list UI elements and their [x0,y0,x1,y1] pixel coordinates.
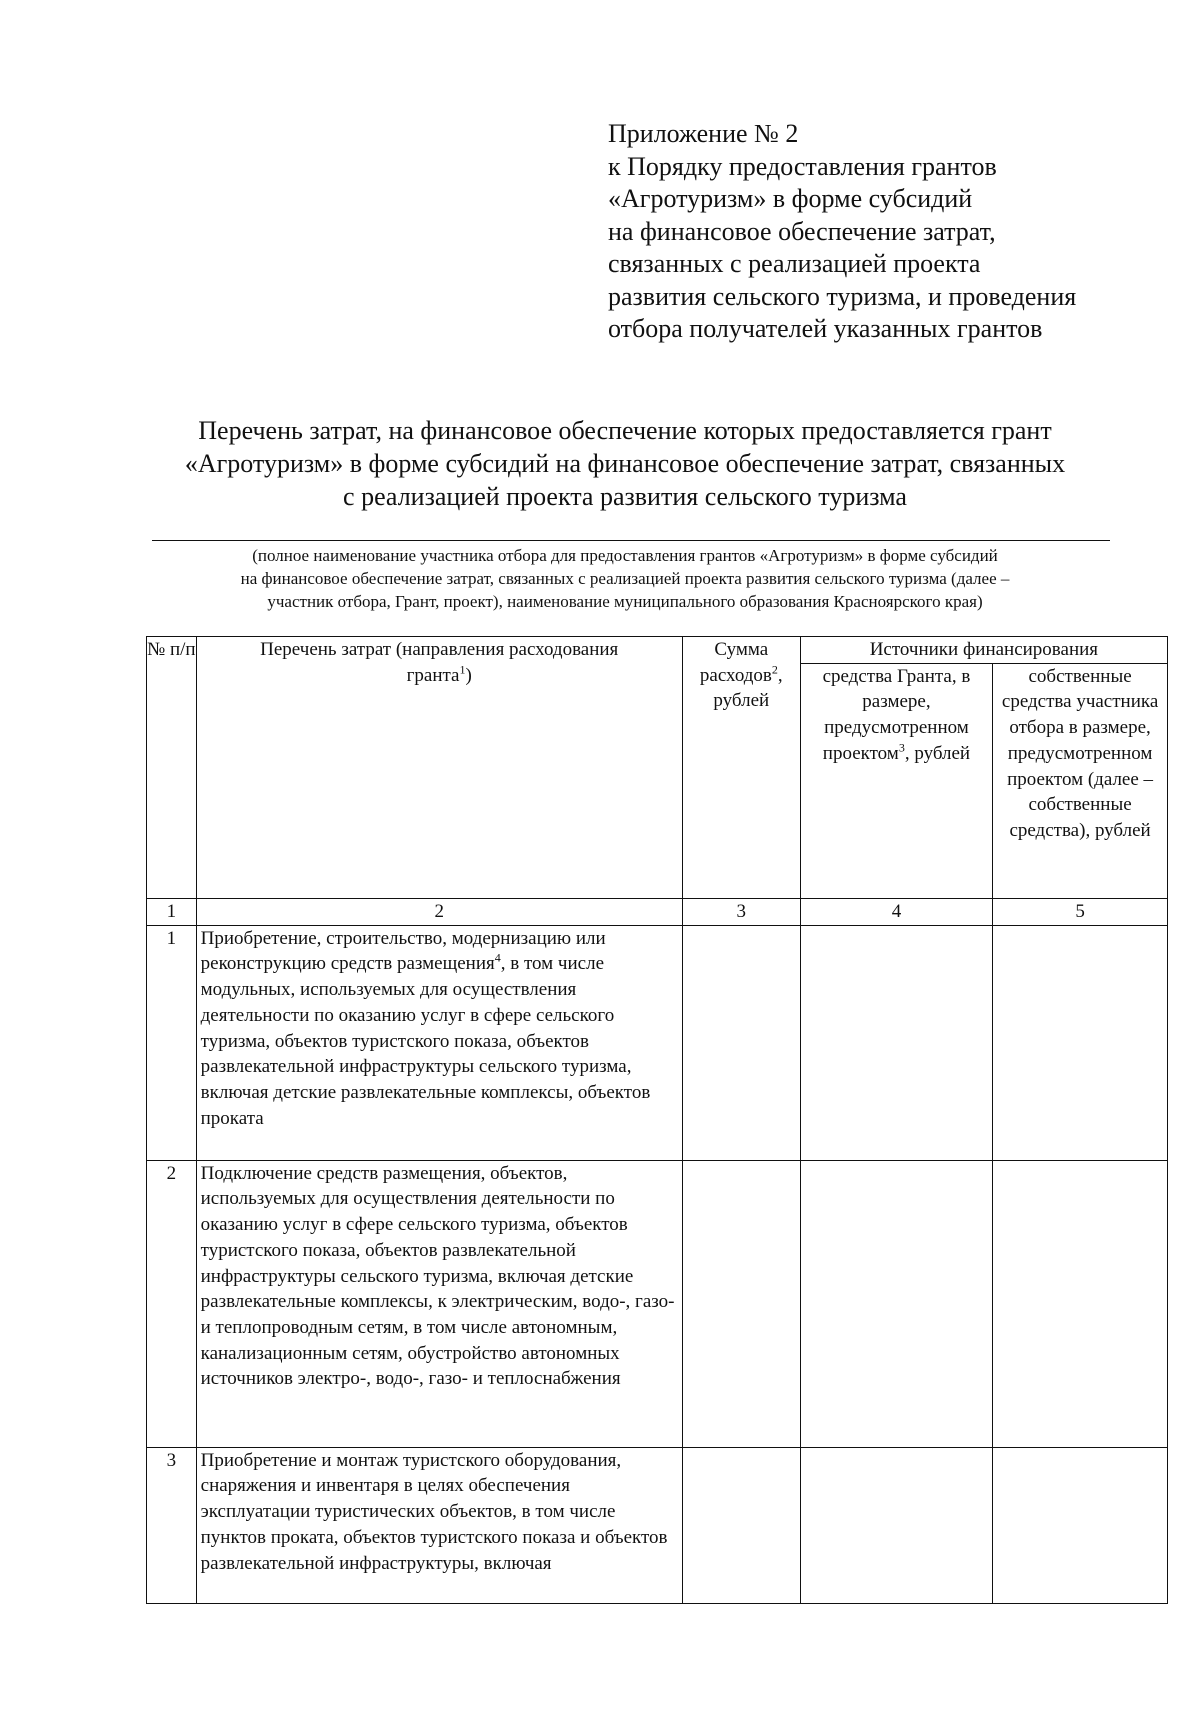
row-amount-cell [682,1447,800,1603]
header-own-funds: собственные средства участника отбора в размере, предусмотренном проектом (далее – собственные средства), рублей [993,663,1168,898]
title-line: Перечень затрат, на финансовое обеспечение которых предоставляется грант [198,416,1052,445]
annex-line: развития сельского туризма, и проведения [608,281,1077,311]
cost-table [146,636,1168,1604]
row-cost-text: Приобретение и монтаж туристского оборудования, снаряжения и инвентаря в целях обеспечения эксплуатации туристических объектов, в том числе пунктов проката, объектов туристского показа и объектов развлекательной инфраструктуры, включая [196,1447,682,1603]
annex-line: отбора получателей указанных грантов [608,314,1043,343]
column-number: 3 [682,899,800,926]
header-funding-sources: Источники финансирования [800,637,1167,664]
column-number-row [147,899,1168,926]
table-row [147,1160,1168,1447]
row-number: 1 [147,925,197,1160]
header-grant-funds: средства Гранта, в размере, предусмотренном проектом$^3$, рублей [800,663,992,898]
annex-line: Приложение № 2 [608,119,799,148]
header-row [147,637,1168,664]
row-grant-funds-cell [800,925,992,1160]
row-number: 3 [147,1447,197,1603]
title-line: с реализацией проекта развития сельского туризма [343,482,907,511]
column-number: 1 [147,899,197,926]
row-grant-funds-cell [800,1160,992,1447]
participant-name-fill-line [152,540,1110,541]
title-line: «Агротуризм» в форме субсидий на финансовое обеспечение затрат, связанных [184,449,1066,478]
caption-line: на финансовое обеспечение затрат, связанных с реализацией проекта развития сельского туризма (далее – [240,569,1010,588]
table-row [147,1447,1168,1603]
annex-line: связанных с реализацией проекта [608,249,981,278]
annex-line: на финансовое обеспечение затрат, [608,216,996,246]
table-row [147,925,1168,1160]
row-amount-cell [682,1160,800,1447]
header-amount: Сумма расходов$^2$, рублей [682,637,800,899]
row-cost-text: Приобретение, строительство, модернизацию или реконструкцию средств размещения$^4$, в том числе модульных, используемых для осуществления деятельности по оказанию услуг в сфере сельского туризма, объектов туристского показа, объектов развлекательной инфраструктуры сельского туризма, включая детские развлекательные комплексы, объектов проката [196,925,682,1160]
caption-line: (полное наименование участника отбора для предоставления грантов «Агротуризм» в форме субсидий [252,546,998,565]
row-cost-text: Подключение средств размещения, объектов, используемых для осуществления деятельности по оказанию услуг в сфере сельского туризма, объектов туристского показа, объектов развлекательной инфраструктуры сельского туризма, включая детские развлекательные комплексы, к электрическим, водо-, газо- и теплопроводным сетям, в том числе автономным, канализационным сетям, обустройство автономных источников электро-, водо-, газо- и теплоснабжения [196,1160,682,1447]
column-number: 2 [196,899,682,926]
row-own-funds-cell [993,925,1168,1160]
column-number: 4 [800,899,992,926]
row-own-funds-cell [993,1447,1168,1603]
row-own-funds-cell [993,1160,1168,1447]
header-num: № п/п [147,637,197,899]
document-title [130,414,1120,513]
row-amount-cell [682,925,800,1160]
caption-line: участник отбора, Грант, проект), наименование муниципального образования Красноярского края) [267,592,983,611]
fill-line-caption [130,544,1120,613]
annex-line: «Агротуризм» в форме субсидий [608,184,973,213]
row-grant-funds-cell [800,1447,992,1603]
row-number: 2 [147,1160,197,1447]
annex-line: к Порядку предоставления грантов [608,151,997,181]
column-number: 5 [993,899,1168,926]
header-cost-list: Перечень затрат (направления расходования гранта$^1$) [196,637,682,899]
annex-header [608,118,1168,346]
